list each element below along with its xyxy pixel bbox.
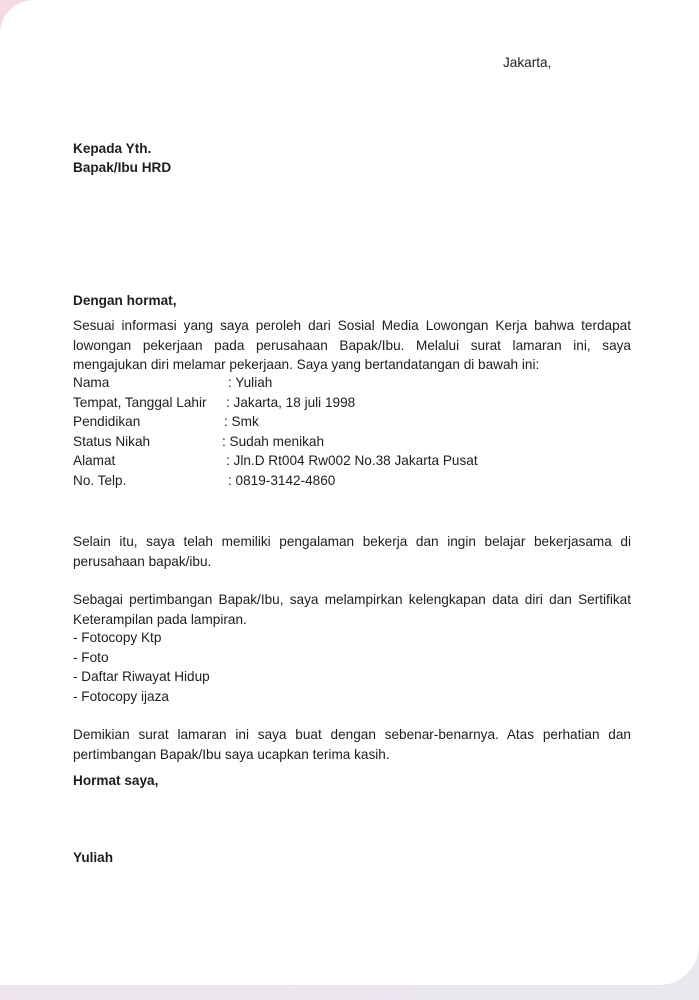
detail-value: : Smk [224, 414, 259, 429]
attachments-line: Sebagai pertimbangan Bapak/Ibu, saya melampirkan kelengkapan data diri dan Sertifikat [73, 592, 631, 607]
detail-value: : 0819-3142-4860 [228, 473, 336, 488]
closing-line: pertimbangan Bapak/Ibu saya ucapkan terima kasih. [73, 746, 390, 762]
attachment-item: - Fotocopy Ktp [73, 630, 162, 645]
detail-value: : Jakarta, 18 juli 1998 [226, 395, 356, 410]
experience-line: Selain itu, saya telah memiliki pengalaman bekerja dan ingin belajar bekerjasama di [73, 534, 631, 549]
detail-value: : Yuliah [228, 375, 273, 390]
detail-row [73, 373, 273, 392]
attachment-item: - Foto [73, 650, 109, 665]
detail-label: Status Nikah [73, 434, 151, 449]
detail-label: Tempat, Tanggal Lahir [73, 395, 207, 410]
detail-row [73, 471, 336, 490]
intro-paragraph [73, 316, 631, 375]
detail-value: : Sudah menikah [222, 434, 325, 449]
recipient-line-1: Kepada Yth. [73, 141, 152, 156]
detail-label: Alamat [73, 453, 116, 468]
detail-label: No. Telp. [73, 473, 127, 488]
detail-row [73, 393, 356, 412]
signature-name: Yuliah [73, 850, 114, 865]
experience-paragraph [73, 532, 631, 571]
recipient-line-2: Bapak/Ibu HRD [73, 160, 172, 175]
attachment-item: - Daftar Riwayat Hidup [73, 669, 210, 684]
intro-line: lowongan pekerjaan pada perusahaan Bapak/Ibu. Melalui surat lamaran ini, saya [73, 337, 631, 353]
detail-row [73, 451, 478, 470]
experience-line: perusahaan bapak/ibu. [73, 553, 212, 569]
attachments-paragraph [73, 590, 631, 629]
closing-paragraph [73, 725, 631, 764]
attachments-line: Keterampilan pada lampiran. [73, 611, 247, 627]
closing-line: Demikian surat lamaran ini saya buat dengan sebenar-benarnya. Atas perhatian dan [73, 727, 631, 742]
detail-value: : Jln.D Rt004 Rw002 No.38 Jakarta Pusat [226, 453, 478, 468]
detail-label: Pendidikan [73, 414, 141, 429]
intro-line: mengajukan diri melamar pekerjaan. Saya yang bertandatangan di bawah ini: [73, 357, 540, 372]
detail-label: Nama [73, 375, 110, 390]
detail-row [73, 412, 259, 431]
intro-line: Sesuai informasi yang saya peroleh dari Sosial Media Lowongan Kerja bahwa terdapat [73, 318, 631, 333]
attachment-item: - Fotocopy ijaza [73, 689, 169, 704]
salutation: Dengan hormat, [73, 293, 177, 308]
sign-off: Hormat saya, [73, 773, 159, 788]
place-date: Jakarta, [503, 55, 552, 70]
detail-row [73, 432, 325, 451]
